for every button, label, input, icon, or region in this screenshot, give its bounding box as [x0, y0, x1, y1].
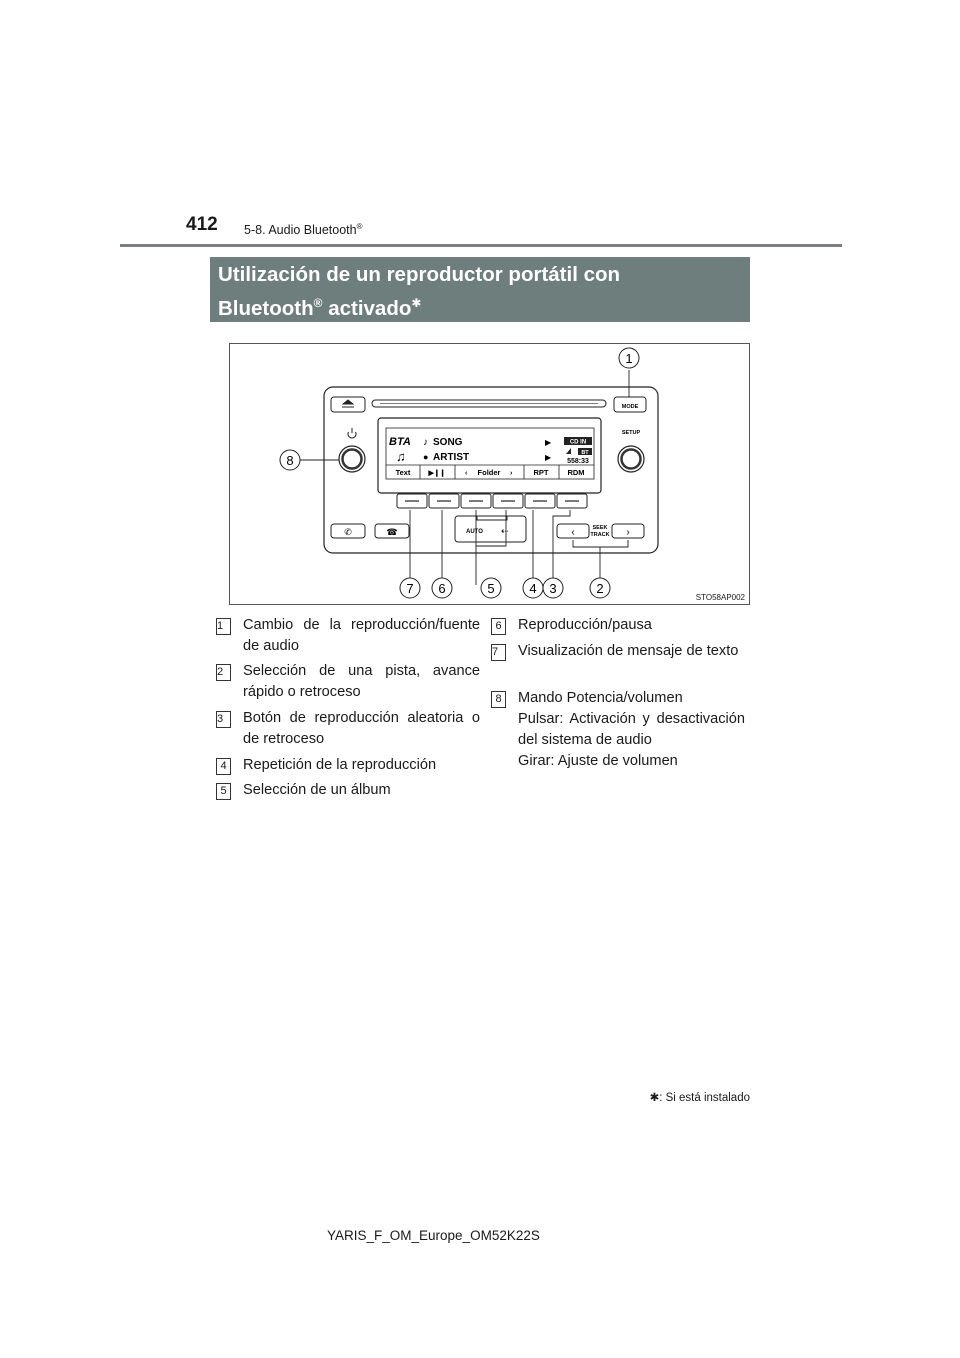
- legend-item: [492, 641, 745, 662]
- artist-icon: ●: [423, 452, 429, 462]
- legend-item: [217, 661, 480, 703]
- softkey-folder-label: Folder: [477, 468, 501, 477]
- note-icon: ♪: [423, 437, 428, 448]
- page-number: 412: [186, 214, 218, 235]
- svg-text:6: 6: [438, 581, 446, 596]
- footnote-star: ✱: [649, 1092, 660, 1104]
- legend-number: 7: [491, 644, 506, 661]
- footnote: [650, 1090, 750, 1104]
- legend-text: Repetición de la reproducción: [243, 757, 437, 773]
- svg-text:BT: BT: [581, 450, 589, 456]
- svg-text:CD IN: CD IN: [569, 439, 587, 446]
- seek-forward-icon: ›: [626, 527, 630, 538]
- svg-text:7: 7: [406, 581, 414, 596]
- track-label: TRACK: [590, 532, 610, 538]
- seek-label: SEEK: [592, 525, 608, 531]
- legend-item: [495, 688, 745, 772]
- legend-number: 3: [216, 711, 231, 728]
- section-heading: [210, 257, 750, 322]
- usb-slot: [477, 516, 507, 520]
- legend-item: [495, 615, 745, 636]
- footnote-text: : Si está instalado: [659, 1092, 750, 1104]
- legend-number: 5: [216, 783, 231, 800]
- display-artist: ARTIST: [433, 452, 470, 463]
- folder-right-arrow: ›: [510, 470, 513, 477]
- legend-text: Reproducción/pausa: [518, 617, 652, 633]
- heading-registered-mark: ®: [313, 296, 323, 310]
- legend-number: 1: [216, 618, 231, 635]
- phone-pickup-icon: ✆: [344, 527, 352, 537]
- legend-text: Mando Potencia/volumen: [518, 690, 683, 706]
- legend-number: 4: [216, 758, 231, 775]
- svg-text:2: 2: [596, 581, 604, 596]
- legend-text: Botón de reproducción aleatoria o de retroceso: [243, 710, 480, 747]
- auto-label: AUTO: [466, 529, 483, 535]
- audio-panel-figure: [229, 343, 750, 605]
- registered-mark: ®: [356, 222, 363, 231]
- softkey-play-label: ▶❙❙: [428, 470, 446, 477]
- svg-text:5: 5: [487, 581, 495, 596]
- legend-number: 8: [491, 691, 506, 708]
- softkey-text-label: Text: [395, 468, 411, 477]
- audio-panel-illustration: [230, 344, 749, 604]
- heading-line-2: [218, 289, 742, 323]
- display-time: 558:33: [567, 458, 589, 465]
- document-code: YARIS_F_OM_Europe_OM52K22S: [327, 1228, 540, 1243]
- heading-activated: activado: [322, 296, 412, 320]
- svg-text:4: 4: [529, 581, 537, 596]
- legend-item: [220, 755, 480, 776]
- legend-number: 6: [491, 618, 506, 635]
- phone-hangup-icon: ☎: [386, 527, 398, 537]
- heading-bluetooth: Bluetooth: [218, 296, 314, 320]
- legend-number: 2: [216, 664, 231, 681]
- setup-label: SETUP: [621, 430, 641, 436]
- folder-note-icon: ♫: [396, 449, 406, 464]
- softkey-rpt-label: RPT: [533, 468, 549, 477]
- heading-footnote-star: ✱: [411, 296, 422, 310]
- folder-left-arrow: ‹: [465, 470, 468, 477]
- svg-text:8: 8: [286, 453, 294, 468]
- section-title: 5-8. Audio Bluetooth: [244, 223, 357, 238]
- svg-text:1: 1: [625, 351, 633, 366]
- legend-item: [220, 780, 480, 801]
- legend-item: [217, 615, 480, 657]
- section-path: [244, 222, 363, 237]
- display-source: BTA: [389, 436, 411, 448]
- heading-line-1: Utilización de un reproductor portátil con: [218, 263, 621, 286]
- song-arrow: ▶: [545, 438, 552, 447]
- legend-text: Selección de una pista, avance rápido o retroceso: [243, 663, 480, 700]
- legend-text: Selección de un álbum: [243, 782, 391, 798]
- header-rule: [120, 244, 842, 247]
- legend-text-turn: Girar: Ajuste de volumen: [518, 753, 678, 769]
- seek-back-icon: ‹: [571, 527, 575, 538]
- usb-icon: ⇠: [501, 526, 509, 536]
- display-song: SONG: [433, 437, 463, 448]
- legend-text: Cambio de la reproducción/fuente de audio: [243, 617, 480, 654]
- artist-arrow: ▶: [545, 453, 552, 462]
- legend-text: Visualización de mensaje de texto: [518, 643, 739, 659]
- softkey-rdm-label: RDM: [567, 468, 585, 477]
- figure-code: STO58AP002: [695, 593, 745, 602]
- mode-label: MODE: [621, 404, 639, 410]
- svg-text:3: 3: [549, 581, 557, 596]
- legend-text-press: Pulsar: Activación y desactivación del sistema de audio: [518, 711, 745, 748]
- legend-item: [217, 708, 480, 750]
